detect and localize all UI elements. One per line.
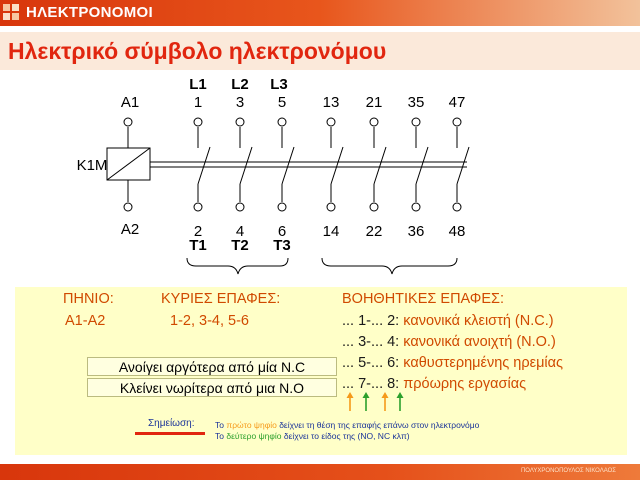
contact-3-terminal-bottom bbox=[236, 203, 244, 211]
coil-heading: ΠΗΝΙΟ: bbox=[63, 291, 114, 307]
coil-label-a1: A1 bbox=[120, 94, 140, 111]
arrow-3-head bbox=[382, 392, 389, 398]
load-label-t1: T1 bbox=[189, 237, 207, 254]
terminal-bottom-2: 2 bbox=[193, 223, 203, 240]
contact-21-blade bbox=[374, 147, 386, 184]
contact-3-terminal-top bbox=[236, 118, 244, 126]
coil-terminal-bottom bbox=[124, 203, 132, 211]
aux-line-3 bbox=[342, 355, 563, 371]
arrow-4-head bbox=[397, 392, 404, 398]
contact-21-terminal-bottom bbox=[370, 203, 378, 211]
terminal-top-47: 47 bbox=[448, 94, 466, 111]
main-contacts-brace bbox=[187, 258, 288, 274]
aux-line-4 bbox=[342, 376, 526, 392]
aux-line-4-code: ... 7-... 8: bbox=[342, 376, 400, 392]
contact-35-terminal-top bbox=[412, 118, 420, 126]
main-contacts-heading: ΚΥΡΙΕΣ ΕΠΑΦΕΣ: bbox=[161, 291, 281, 307]
aux-line-4-text: πρόωρης εργασίας bbox=[403, 376, 527, 392]
terminal-top-35: 35 bbox=[407, 94, 425, 111]
digit-arrows bbox=[345, 391, 405, 413]
contact-13-terminal-top bbox=[327, 118, 335, 126]
footer-text: ΠΟΛΥΧΡΟΝΟΠΟΥΛΟΣ ΝΙΚΟΛΑΟΣ bbox=[520, 468, 616, 474]
contact-13-terminal-bottom bbox=[327, 203, 335, 211]
arrow-2-head bbox=[363, 392, 370, 398]
aux-line-2-code: ... 3-... 4: bbox=[342, 334, 400, 350]
aux-contacts-brace bbox=[322, 258, 457, 274]
aux-line-1-code: ... 1-... 2: bbox=[342, 313, 400, 329]
terminal-bottom-4: 4 bbox=[235, 223, 245, 240]
remark-line-2: Το δεύτερο ψηφίο δείχνει το είδος της (NO, NC κλπ) bbox=[215, 431, 410, 441]
aux-line-2 bbox=[342, 334, 556, 350]
contact-35-blade bbox=[416, 147, 428, 184]
phase-label-l3: L3 bbox=[270, 76, 288, 93]
terminal-bottom-36: 36 bbox=[407, 223, 425, 240]
terminal-bottom-6: 6 bbox=[277, 223, 287, 240]
terminal-bottom-48: 48 bbox=[448, 223, 466, 240]
coil-value: Α1-Α2 bbox=[65, 313, 106, 329]
aux-line-3-code: ... 5-... 6: bbox=[342, 355, 400, 371]
aux-line-3-text: καθυστερημένης ηρεμίας bbox=[403, 355, 564, 371]
remark-line-1: Το πρώτο ψηφίο δείχνει τη θέση της επαφής επάνω στον ηλεκτρονόμο bbox=[215, 420, 480, 430]
footer-bar bbox=[0, 464, 640, 480]
info-box bbox=[15, 287, 627, 455]
terminal-bottom-22: 22 bbox=[365, 223, 383, 240]
terminal-top-5: 5 bbox=[277, 94, 287, 111]
contact-47-terminal-top bbox=[453, 118, 461, 126]
terminal-top-13: 13 bbox=[322, 94, 340, 111]
slide-title-band bbox=[0, 32, 640, 70]
terminal-top-3: 3 bbox=[235, 94, 245, 111]
aux-line-1-text: κανονικά κλειστή (N.C.) bbox=[403, 313, 554, 329]
header-bar bbox=[0, 0, 640, 26]
aux-contacts-heading: ΒΟΗΘΗΤΙΚΕΣ ΕΠΑΦΕΣ: bbox=[342, 291, 505, 307]
remark-label: Σημείωση: bbox=[148, 418, 195, 429]
phase-label-l1: L1 bbox=[189, 76, 207, 93]
contact-47-terminal-bottom bbox=[453, 203, 461, 211]
contact-5-terminal-bottom bbox=[278, 203, 286, 211]
relay-diagram bbox=[0, 70, 640, 285]
contact-1-terminal-top bbox=[194, 118, 202, 126]
terminal-top-1: 1 bbox=[193, 94, 203, 111]
contact-47-blade bbox=[457, 147, 469, 184]
aux-line-1 bbox=[342, 313, 554, 329]
coil-terminal-top bbox=[124, 118, 132, 126]
terminal-bottom-14: 14 bbox=[322, 223, 340, 240]
coil-label-a2: A2 bbox=[120, 221, 140, 238]
arrow-1-head bbox=[347, 392, 354, 398]
contact-5-blade bbox=[282, 147, 294, 184]
remark-underline bbox=[135, 432, 205, 435]
contact-1-blade bbox=[198, 147, 210, 184]
main-contacts-value: 1-2, 3-4, 5-6 bbox=[170, 313, 249, 329]
note-box-closes-earlier: Κλείνει νωρίτερα από μια N.O bbox=[87, 378, 337, 397]
contact-1-terminal-bottom bbox=[194, 203, 202, 211]
contact-3-blade bbox=[240, 147, 252, 184]
load-label-t2: T2 bbox=[231, 237, 249, 254]
contact-13-blade bbox=[331, 147, 343, 184]
coil-label: K1M bbox=[76, 157, 108, 174]
contact-35-terminal-bottom bbox=[412, 203, 420, 211]
note-box-opens-later: Ανοίγει αργότερα από μία N.C bbox=[87, 357, 337, 376]
terminal-top-21: 21 bbox=[365, 94, 383, 111]
header-title: ΗΛΕΚΤΡΟΝΟΜΟΙ bbox=[26, 4, 153, 21]
contact-5-terminal-top bbox=[278, 118, 286, 126]
contact-21-terminal-top bbox=[370, 118, 378, 126]
phase-label-l2: L2 bbox=[231, 76, 249, 93]
load-label-t3: T3 bbox=[273, 237, 291, 254]
aux-line-2-text: κανονικά ανοιχτή (N.O.) bbox=[403, 334, 556, 350]
logo-squares bbox=[3, 4, 21, 22]
slide-title: Ηλεκτρικό σύμβολο ηλεκτρονόμου bbox=[8, 38, 387, 64]
